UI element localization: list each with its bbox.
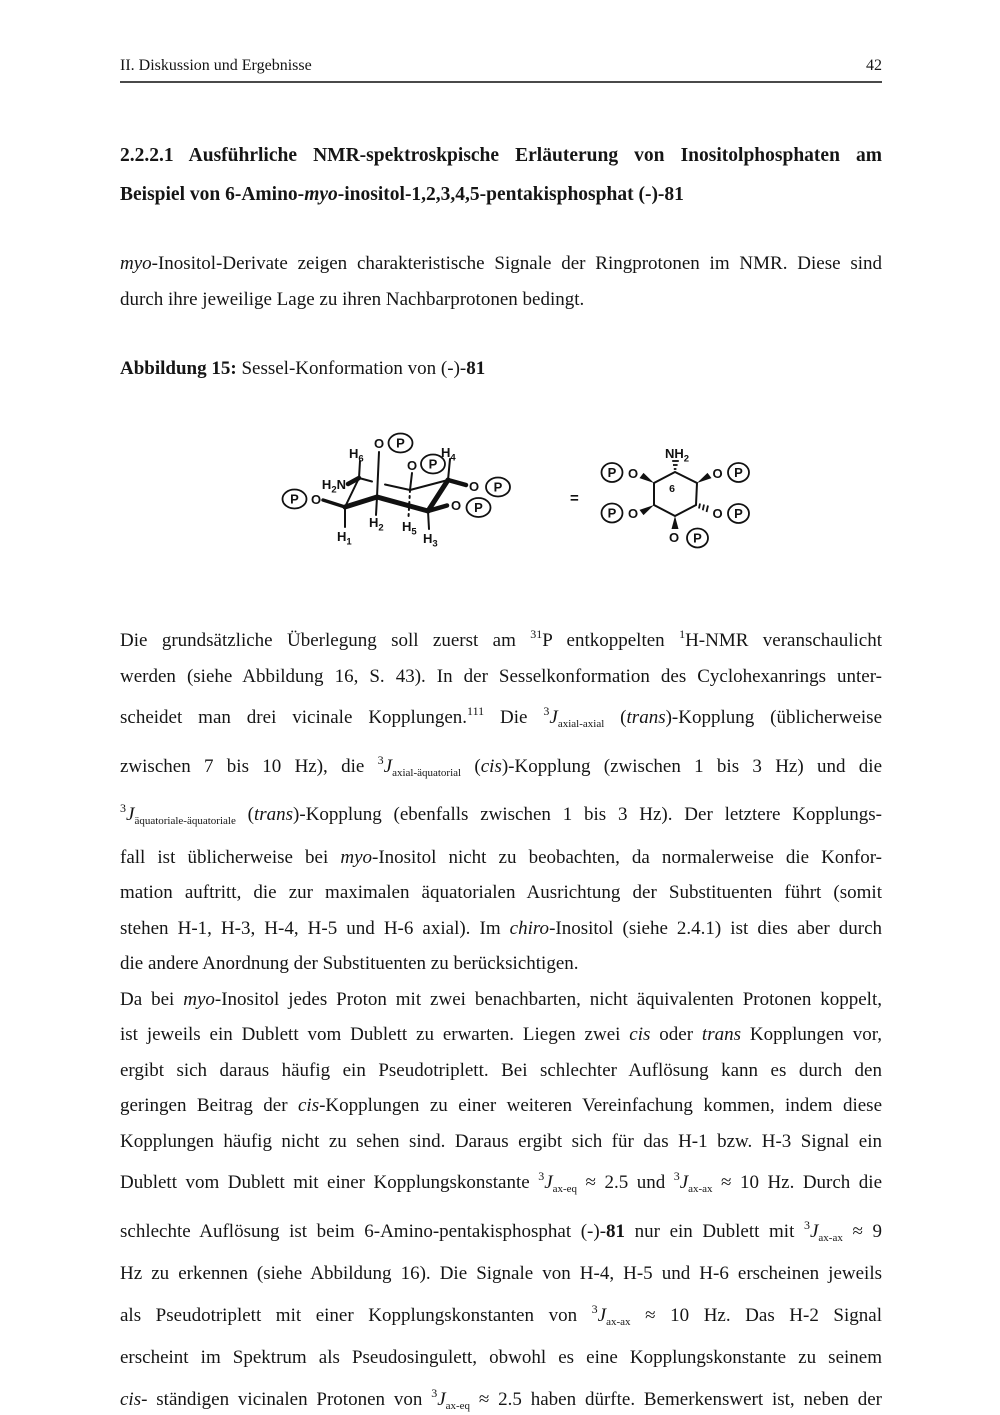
text-line: cis- ständigen vicinalen Protonen von $^3J_{ax-eq} \approx 2.5$ haben dürfte. Bemerkenswert ist, neben der [120, 1385, 882, 1412]
ring-position-label: 6 [669, 483, 675, 495]
phosphate-icon [283, 490, 307, 509]
text-line: $^3J_{äquatoriale-äquatoriale}$ (trans)-Kopplung (ebenfalls zwischen 1 bis 3 Hz). Der letztere Kopplungs- [120, 801, 883, 827]
text-line: scheidet man drei vicinale Kopplungen.$^{111}$ Die $^3J_{axial-axial}$ (trans)-Kopplung (üblicherweise [120, 704, 883, 730]
text-line: erscheint im Spektrum als Pseudosingulett, obwohl es eine Kopplungskonstante zu seinem [120, 1347, 882, 1368]
text-line: Dublett vom Dublett mit einer Kopplungskonstante $^3J_{ax-eq} \approx 2.5$ und $^3J_{ax-ax} \approx 10$ Hz. Durch die [120, 1169, 883, 1195]
proton-label-h4: $H_4$ [441, 445, 456, 464]
text-line: die andere Anordnung der Substituenten zu berücksichtigen. [120, 953, 579, 974]
svg-text:P: P [396, 435, 405, 451]
text-line: durch ihre jeweilige Lage zu ihren Nachbarprotonen bedingt. [120, 288, 585, 310]
oxygen-label: O [712, 466, 723, 481]
wedge-bond [640, 473, 655, 483]
proton-label-h5: $H_5$ [402, 519, 417, 538]
proton-label-h3: $H_3$ [423, 531, 438, 550]
svg-text:P: P [607, 505, 617, 521]
phosphate-icon [486, 478, 510, 497]
equals-sign: = [570, 490, 579, 507]
text-line: ergibt sich daraus häufig ein Pseudotriplett. Bei schlechter Auflösung kann es durch den [120, 1059, 882, 1081]
proton-label-h2: $H_2$ [369, 515, 384, 534]
text-line: Hz zu erkennen (siehe Abbildung 16). Die Signale von H-4, H-5 und H-6 erscheinen jeweils [120, 1263, 882, 1284]
wedge-bond [640, 505, 655, 515]
page-header [120, 57, 882, 83]
oxygen-label: O [627, 466, 639, 481]
text-line: 2.2.2.1 Ausführliche NMR-spektroskpische Erläuterung von Inositolphosphaten am [120, 145, 882, 166]
intro-paragraph [120, 246, 882, 317]
figure-15-structures [270, 415, 770, 580]
text-line: werden (siehe Abbildung 16, S. 43). In der Sesselkonformation des Cyclohexanrings unter- [120, 665, 882, 687]
svg-text:P: P [607, 465, 617, 480]
proton-label-h1: $H_1$ [337, 529, 352, 548]
phosphate-icon [389, 434, 413, 453]
text-line: Da bei myo-Inositol jedes Proton mit zwei benachbarten, nicht äquivalenten Protonen koppelt, [120, 988, 882, 1010]
oxygen-label: O [406, 458, 418, 473]
figure-caption [120, 351, 882, 387]
wedge-bond [672, 516, 679, 529]
phosphate-icon [467, 498, 491, 517]
running-title: II. Diskussion und Ergebnisse [120, 57, 312, 74]
text-line: myo-Inositol-Derivate zeigen charakteristische Signale der Ringprotonen im NMR. Diese sind [120, 253, 882, 274]
phosphate-icon [602, 463, 623, 482]
text-line: Die grundsätzliche Überlegung soll zuerst am $^{31}$P entkoppelten $^1$H-NMR veranschaulicht [120, 627, 883, 651]
section-heading [120, 136, 882, 214]
oxygen-label: O [627, 506, 639, 521]
main-text [120, 617, 882, 1415]
hash-bond-nh2 [672, 461, 679, 469]
oxygen-label: O [468, 479, 480, 494]
proton-label-h6: $H_6$ [349, 446, 364, 465]
hash-bond-o [699, 504, 708, 513]
text-line: Kopplungen häufig nicht zu sehen sind. Daraus ergibt sich für das H-1 bzw. H-3 Signal ein [120, 1130, 882, 1152]
svg-text:P: P [734, 506, 743, 521]
oxygen-label: O [310, 492, 322, 507]
phosphate-icon [602, 504, 623, 523]
text-line: ist jeweils ein Dublett vom Dublett zu erwarten. Liegen zwei cis oder trans Kopplungen vor, [120, 1024, 883, 1045]
oxygen-label: O [712, 506, 723, 521]
phosphate-icon [728, 463, 749, 482]
amino-label: $NH_2$ [665, 446, 690, 465]
text-line: als Pseudotriplett mit einer Kopplungskonstanten von $^3J_{ax-ax} \approx 10$ Hz. Das H-2 Signal [120, 1301, 882, 1328]
text-line: geringen Beitrag der cis-Kopplungen zu einer weiteren Vereinfachung kommen, indem diese [120, 1095, 883, 1116]
amino-label: $H_2N$ [321, 477, 346, 496]
text-line: schlechte Auflösung ist beim 6-Amino-pentakisphosphat (-)-81 nur ein Dublett mit $^3J_{ax-ax} \approx 9$ [120, 1217, 882, 1244]
page-number: 42 [866, 57, 882, 74]
ring-bonds [654, 472, 697, 516]
text-line: stehen H-1, H-3, H-4, H-5 und H-6 axial). Im chiro-Inositol (siehe 2.4.1) ist dies aber durch [120, 917, 882, 939]
ring-structure [602, 446, 750, 548]
chair-structure [283, 434, 511, 550]
svg-text:P: P [493, 479, 503, 495]
text-line: fall ist üblicherweise bei myo-Inositol nicht zu beobachten, da normalerweise die Konfor- [120, 846, 882, 868]
oxygen-label: O [373, 436, 385, 451]
oxygen-label: O [450, 498, 462, 513]
text-line: Abbildung 15: Sessel-Konformation von (-)-81 [120, 358, 486, 379]
text-line: Beispiel von 6-Amino-myo-inositol-1,2,3,4,5-pentakisphosphat (-)-81 [120, 184, 684, 205]
oxygen-label: O [668, 530, 680, 545]
phosphate-icon [728, 504, 749, 523]
svg-text:P: P [428, 456, 438, 472]
text-line: mation auftritt, die zur maximalen äquatorialen Ausrichtung der Substituenten führt (somit [120, 882, 882, 903]
svg-text:P: P [290, 491, 299, 507]
svg-text:P: P [474, 500, 483, 515]
phosphate-icon [687, 529, 708, 548]
wedge-bond [697, 473, 712, 483]
svg-text:P: P [693, 530, 702, 546]
text-line: zwischen 7 bis 10 Hz), die $^3J_{axial-äquatorial}$ (cis)-Kopplung (zwischen 1 bis 3 Hz) und die [120, 752, 883, 779]
svg-text:P: P [734, 465, 743, 480]
